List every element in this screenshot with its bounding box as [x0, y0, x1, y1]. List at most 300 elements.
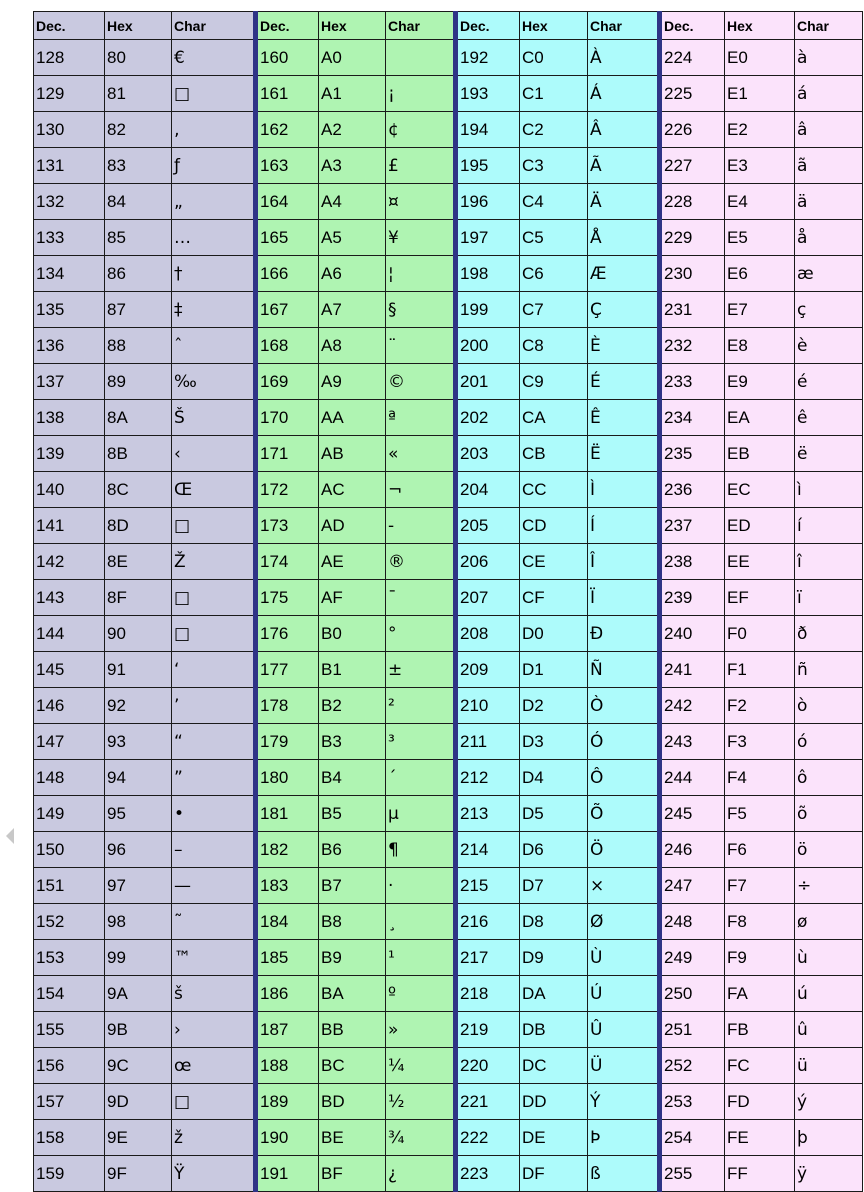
hex-cell: E5	[725, 220, 795, 256]
hex-cell: A0	[319, 40, 386, 76]
hex-cell: A5	[319, 220, 386, 256]
dec-cell: 160	[256, 40, 319, 76]
char-cell: ð	[795, 616, 863, 652]
char-cell: †	[172, 256, 256, 292]
char-cell: û	[795, 1012, 863, 1048]
hex-cell: BC	[319, 1048, 386, 1084]
char-cell: Û	[588, 1012, 660, 1048]
char-cell: ¾	[386, 1120, 456, 1156]
char-cell: ƒ	[172, 148, 256, 184]
char-cell: §	[386, 292, 456, 328]
hex-cell: 99	[105, 940, 172, 976]
hex-cell: F4	[725, 760, 795, 796]
char-cell: □	[172, 76, 256, 112]
dec-cell: 221	[456, 1084, 520, 1120]
char-cell: ±	[386, 652, 456, 688]
char-cell: ›	[172, 1012, 256, 1048]
hex-cell: 9D	[105, 1084, 172, 1120]
char-cell: æ	[795, 256, 863, 292]
dec-cell: 251	[660, 1012, 725, 1048]
char-cell: ‰	[172, 364, 256, 400]
hex-cell: CA	[520, 400, 588, 436]
dec-cell: 148	[34, 760, 105, 796]
hex-cell: 93	[105, 724, 172, 760]
hex-cell: D3	[520, 724, 588, 760]
table-row	[34, 220, 863, 256]
hex-cell: AD	[319, 508, 386, 544]
dec-cell: 178	[256, 688, 319, 724]
extended-ascii-table	[33, 11, 863, 1192]
hex-cell: DF	[520, 1156, 588, 1192]
dec-cell: 235	[660, 436, 725, 472]
hex-cell: FB	[725, 1012, 795, 1048]
dec-cell: 252	[660, 1048, 725, 1084]
char-cell: ˆ	[172, 328, 256, 364]
dec-cell: 247	[660, 868, 725, 904]
char-cell: Ñ	[588, 652, 660, 688]
table-row	[34, 112, 863, 148]
hex-cell: C4	[520, 184, 588, 220]
char-cell: à	[795, 40, 863, 76]
dec-cell: 245	[660, 796, 725, 832]
hex-cell: D0	[520, 616, 588, 652]
hex-cell: B5	[319, 796, 386, 832]
table-row	[34, 1048, 863, 1084]
dec-cell: 187	[256, 1012, 319, 1048]
char-cell: Š	[172, 400, 256, 436]
dec-cell: 128	[34, 40, 105, 76]
dec-cell: 204	[456, 472, 520, 508]
dec-cell: 156	[34, 1048, 105, 1084]
hex-cell: F9	[725, 940, 795, 976]
dec-cell: 226	[660, 112, 725, 148]
table-row	[34, 904, 863, 940]
char-cell: ©	[386, 364, 456, 400]
char-cell: Ä	[588, 184, 660, 220]
dec-cell: 175	[256, 580, 319, 616]
dec-cell: 239	[660, 580, 725, 616]
char-cell: ’	[172, 688, 256, 724]
hex-cell: 80	[105, 40, 172, 76]
char-cell: ²	[386, 688, 456, 724]
hex-cell: A3	[319, 148, 386, 184]
hex-cell: F0	[725, 616, 795, 652]
char-cell: »	[386, 1012, 456, 1048]
char-cell: ‚	[172, 112, 256, 148]
hex-cell: B7	[319, 868, 386, 904]
dec-cell: 196	[456, 184, 520, 220]
char-cell: ú	[795, 976, 863, 1012]
hex-cell: 9A	[105, 976, 172, 1012]
dec-cell: 198	[456, 256, 520, 292]
hex-cell: F6	[725, 832, 795, 868]
dec-cell: 131	[34, 148, 105, 184]
hex-cell: E2	[725, 112, 795, 148]
char-cell: ‹	[172, 436, 256, 472]
dec-cell: 211	[456, 724, 520, 760]
dec-cell: 248	[660, 904, 725, 940]
dec-cell: 218	[456, 976, 520, 1012]
dec-cell: 165	[256, 220, 319, 256]
dec-cell: 223	[456, 1156, 520, 1192]
char-cell: □	[172, 580, 256, 616]
char-cell: ½	[386, 1084, 456, 1120]
char-cell	[386, 40, 456, 76]
table-row	[34, 580, 863, 616]
dec-cell: 155	[34, 1012, 105, 1048]
dec-cell: 168	[256, 328, 319, 364]
char-cell: ¥	[386, 220, 456, 256]
hex-cell: F8	[725, 904, 795, 940]
char-cell: ù	[795, 940, 863, 976]
header-dec: Dec.	[34, 12, 105, 40]
dec-cell: 161	[256, 76, 319, 112]
dec-cell: 141	[34, 508, 105, 544]
char-cell: ˜	[172, 904, 256, 940]
char-cell: å	[795, 220, 863, 256]
char-cell: Đ	[588, 616, 660, 652]
dec-cell: 181	[256, 796, 319, 832]
table-body	[34, 40, 863, 1192]
header-dec: Dec.	[660, 12, 725, 40]
table-row	[34, 688, 863, 724]
char-cell: á	[795, 76, 863, 112]
dec-cell: 190	[256, 1120, 319, 1156]
char-cell: ‡	[172, 292, 256, 328]
hex-cell: B8	[319, 904, 386, 940]
char-cell: õ	[795, 796, 863, 832]
char-cell: ¹	[386, 940, 456, 976]
hex-cell: AE	[319, 544, 386, 580]
char-cell: □	[172, 616, 256, 652]
dec-cell: 149	[34, 796, 105, 832]
table-row	[34, 40, 863, 76]
hex-cell: 87	[105, 292, 172, 328]
char-cell: ¢	[386, 112, 456, 148]
dec-cell: 153	[34, 940, 105, 976]
char-cell: ÷	[795, 868, 863, 904]
hex-cell: D9	[520, 940, 588, 976]
dec-cell: 133	[34, 220, 105, 256]
table-row	[34, 616, 863, 652]
char-cell: ê	[795, 400, 863, 436]
char-cell: ”	[172, 760, 256, 796]
char-cell: š	[172, 976, 256, 1012]
char-cell: â	[795, 112, 863, 148]
hex-cell: E9	[725, 364, 795, 400]
hex-cell: F3	[725, 724, 795, 760]
hex-cell: 9E	[105, 1120, 172, 1156]
hex-cell: 8E	[105, 544, 172, 580]
dec-cell: 232	[660, 328, 725, 364]
hex-cell: E0	[725, 40, 795, 76]
hex-cell: C8	[520, 328, 588, 364]
char-cell: ò	[795, 688, 863, 724]
char-cell: À	[588, 40, 660, 76]
table-row	[34, 148, 863, 184]
hex-cell: DC	[520, 1048, 588, 1084]
table-row	[34, 1084, 863, 1120]
dec-cell: 162	[256, 112, 319, 148]
dec-cell: 253	[660, 1084, 725, 1120]
hex-cell: 85	[105, 220, 172, 256]
char-cell: Ç	[588, 292, 660, 328]
hex-cell: E3	[725, 148, 795, 184]
char-cell: „	[172, 184, 256, 220]
table-row	[34, 724, 863, 760]
dec-cell: 243	[660, 724, 725, 760]
dec-cell: 203	[456, 436, 520, 472]
dec-cell: 240	[660, 616, 725, 652]
dec-cell: 255	[660, 1156, 725, 1192]
char-cell: ³	[386, 724, 456, 760]
hex-cell: FE	[725, 1120, 795, 1156]
char-cell: ö	[795, 832, 863, 868]
hex-cell: 88	[105, 328, 172, 364]
dec-cell: 130	[34, 112, 105, 148]
dec-cell: 163	[256, 148, 319, 184]
hex-cell: C9	[520, 364, 588, 400]
dec-cell: 166	[256, 256, 319, 292]
char-cell: ‘	[172, 652, 256, 688]
char-cell: Þ	[588, 1120, 660, 1156]
hex-cell: 83	[105, 148, 172, 184]
char-cell: ¯	[386, 580, 456, 616]
hex-cell: C2	[520, 112, 588, 148]
char-cell: Ó	[588, 724, 660, 760]
hex-cell: A7	[319, 292, 386, 328]
header-row	[34, 12, 863, 40]
dec-cell: 137	[34, 364, 105, 400]
table-row	[34, 1012, 863, 1048]
dec-cell: 228	[660, 184, 725, 220]
dec-cell: 140	[34, 472, 105, 508]
dec-cell: 208	[456, 616, 520, 652]
char-cell: Œ	[172, 472, 256, 508]
char-cell: ¬	[386, 472, 456, 508]
dec-cell: 172	[256, 472, 319, 508]
dec-cell: 210	[456, 688, 520, 724]
table-row	[34, 760, 863, 796]
hex-cell: D5	[520, 796, 588, 832]
dec-cell: 135	[34, 292, 105, 328]
hex-cell: A1	[319, 76, 386, 112]
char-cell: Ù	[588, 940, 660, 976]
hex-cell: BB	[319, 1012, 386, 1048]
dec-cell: 195	[456, 148, 520, 184]
hex-cell: A8	[319, 328, 386, 364]
hex-cell: A2	[319, 112, 386, 148]
hex-cell: C0	[520, 40, 588, 76]
char-cell: ™	[172, 940, 256, 976]
char-cell: Ê	[588, 400, 660, 436]
hex-cell: EC	[725, 472, 795, 508]
char-cell: °	[386, 616, 456, 652]
dec-cell: 229	[660, 220, 725, 256]
hex-cell: D8	[520, 904, 588, 940]
dec-cell: 217	[456, 940, 520, 976]
hex-cell: DA	[520, 976, 588, 1012]
dec-cell: 142	[34, 544, 105, 580]
char-cell: ï	[795, 580, 863, 616]
char-cell: Õ	[588, 796, 660, 832]
dec-cell: 139	[34, 436, 105, 472]
dec-cell: 254	[660, 1120, 725, 1156]
hex-cell: CF	[520, 580, 588, 616]
char-cell: ¶	[386, 832, 456, 868]
dec-cell: 219	[456, 1012, 520, 1048]
char-cell: Ú	[588, 976, 660, 1012]
char-cell: ¡	[386, 76, 456, 112]
table-row	[34, 184, 863, 220]
table-row	[34, 652, 863, 688]
char-cell: ó	[795, 724, 863, 760]
char-cell: ®	[386, 544, 456, 580]
hex-cell: EF	[725, 580, 795, 616]
dec-cell: 242	[660, 688, 725, 724]
dec-cell: 206	[456, 544, 520, 580]
table-row	[34, 292, 863, 328]
hex-cell: B0	[319, 616, 386, 652]
char-cell: □	[172, 508, 256, 544]
char-cell: □	[172, 1084, 256, 1120]
dec-cell: 144	[34, 616, 105, 652]
char-cell: Á	[588, 76, 660, 112]
hex-cell: 82	[105, 112, 172, 148]
dec-cell: 215	[456, 868, 520, 904]
table-row	[34, 508, 863, 544]
hex-cell: 96	[105, 832, 172, 868]
dec-cell: 150	[34, 832, 105, 868]
dec-cell: 176	[256, 616, 319, 652]
char-cell: Ü	[588, 1048, 660, 1084]
hex-cell: EA	[725, 400, 795, 436]
dec-cell: 186	[256, 976, 319, 1012]
hex-cell: A9	[319, 364, 386, 400]
hex-cell: 91	[105, 652, 172, 688]
header-char: Char	[386, 12, 456, 40]
dec-cell: 159	[34, 1156, 105, 1192]
hex-cell: E6	[725, 256, 795, 292]
dec-cell: 167	[256, 292, 319, 328]
hex-cell: EE	[725, 544, 795, 580]
char-cell: Ì	[588, 472, 660, 508]
char-cell: £	[386, 148, 456, 184]
dec-cell: 180	[256, 760, 319, 796]
char-cell: ÿ	[795, 1156, 863, 1192]
table-row	[34, 400, 863, 436]
hex-cell: DE	[520, 1120, 588, 1156]
char-cell: ã	[795, 148, 863, 184]
hex-cell: C3	[520, 148, 588, 184]
char-cell: –	[172, 832, 256, 868]
table-row	[34, 940, 863, 976]
header-char: Char	[172, 12, 256, 40]
dec-cell: 136	[34, 328, 105, 364]
char-cell: Ý	[588, 1084, 660, 1120]
header-char: Char	[795, 12, 863, 40]
dec-cell: 224	[660, 40, 725, 76]
hex-cell: DB	[520, 1012, 588, 1048]
dec-cell: 134	[34, 256, 105, 292]
char-cell: Ö	[588, 832, 660, 868]
hex-cell: FF	[725, 1156, 795, 1192]
char-cell: ø	[795, 904, 863, 940]
hex-cell: BF	[319, 1156, 386, 1192]
char-cell: ä	[795, 184, 863, 220]
hex-cell: F2	[725, 688, 795, 724]
char-cell: ¤	[386, 184, 456, 220]
dec-cell: 146	[34, 688, 105, 724]
char-cell: þ	[795, 1120, 863, 1156]
dec-cell: 201	[456, 364, 520, 400]
hex-cell: 81	[105, 76, 172, 112]
dec-cell: 222	[456, 1120, 520, 1156]
char-cell: ü	[795, 1048, 863, 1084]
table-row	[34, 364, 863, 400]
char-cell: ·	[386, 868, 456, 904]
dec-cell: 182	[256, 832, 319, 868]
char-cell: ¿	[386, 1156, 456, 1192]
char-cell: è	[795, 328, 863, 364]
dec-cell: 213	[456, 796, 520, 832]
dec-cell: 246	[660, 832, 725, 868]
hex-cell: 95	[105, 796, 172, 832]
hex-cell: D2	[520, 688, 588, 724]
char-cell: í	[795, 508, 863, 544]
hex-cell: B2	[319, 688, 386, 724]
dec-cell: 209	[456, 652, 520, 688]
char-cell: Ë	[588, 436, 660, 472]
char-cell: ô	[795, 760, 863, 796]
char-cell: Î	[588, 544, 660, 580]
char-cell: Ï	[588, 580, 660, 616]
arrow-left-icon	[6, 828, 14, 844]
hex-cell: 92	[105, 688, 172, 724]
dec-cell: 238	[660, 544, 725, 580]
hex-cell: B4	[319, 760, 386, 796]
table-row	[34, 1120, 863, 1156]
hex-cell: D4	[520, 760, 588, 796]
char-cell: Ã	[588, 148, 660, 184]
header-dec: Dec.	[256, 12, 319, 40]
dec-cell: 249	[660, 940, 725, 976]
hex-cell: C5	[520, 220, 588, 256]
table-row	[34, 1156, 863, 1192]
hex-cell: ED	[725, 508, 795, 544]
dec-cell: 188	[256, 1048, 319, 1084]
hex-cell: 86	[105, 256, 172, 292]
hex-cell: AF	[319, 580, 386, 616]
hex-cell: 9B	[105, 1012, 172, 1048]
hex-cell: C6	[520, 256, 588, 292]
hex-cell: D7	[520, 868, 588, 904]
hex-cell: 8F	[105, 580, 172, 616]
char-cell: €	[172, 40, 256, 76]
hex-cell: BA	[319, 976, 386, 1012]
hex-cell: E8	[725, 328, 795, 364]
dec-cell: 230	[660, 256, 725, 292]
dec-cell: 169	[256, 364, 319, 400]
dec-cell: 200	[456, 328, 520, 364]
dec-cell: 199	[456, 292, 520, 328]
dec-cell: 143	[34, 580, 105, 616]
char-cell: ñ	[795, 652, 863, 688]
dec-cell: 145	[34, 652, 105, 688]
char-cell: ç	[795, 292, 863, 328]
dec-cell: 194	[456, 112, 520, 148]
char-cell: º	[386, 976, 456, 1012]
